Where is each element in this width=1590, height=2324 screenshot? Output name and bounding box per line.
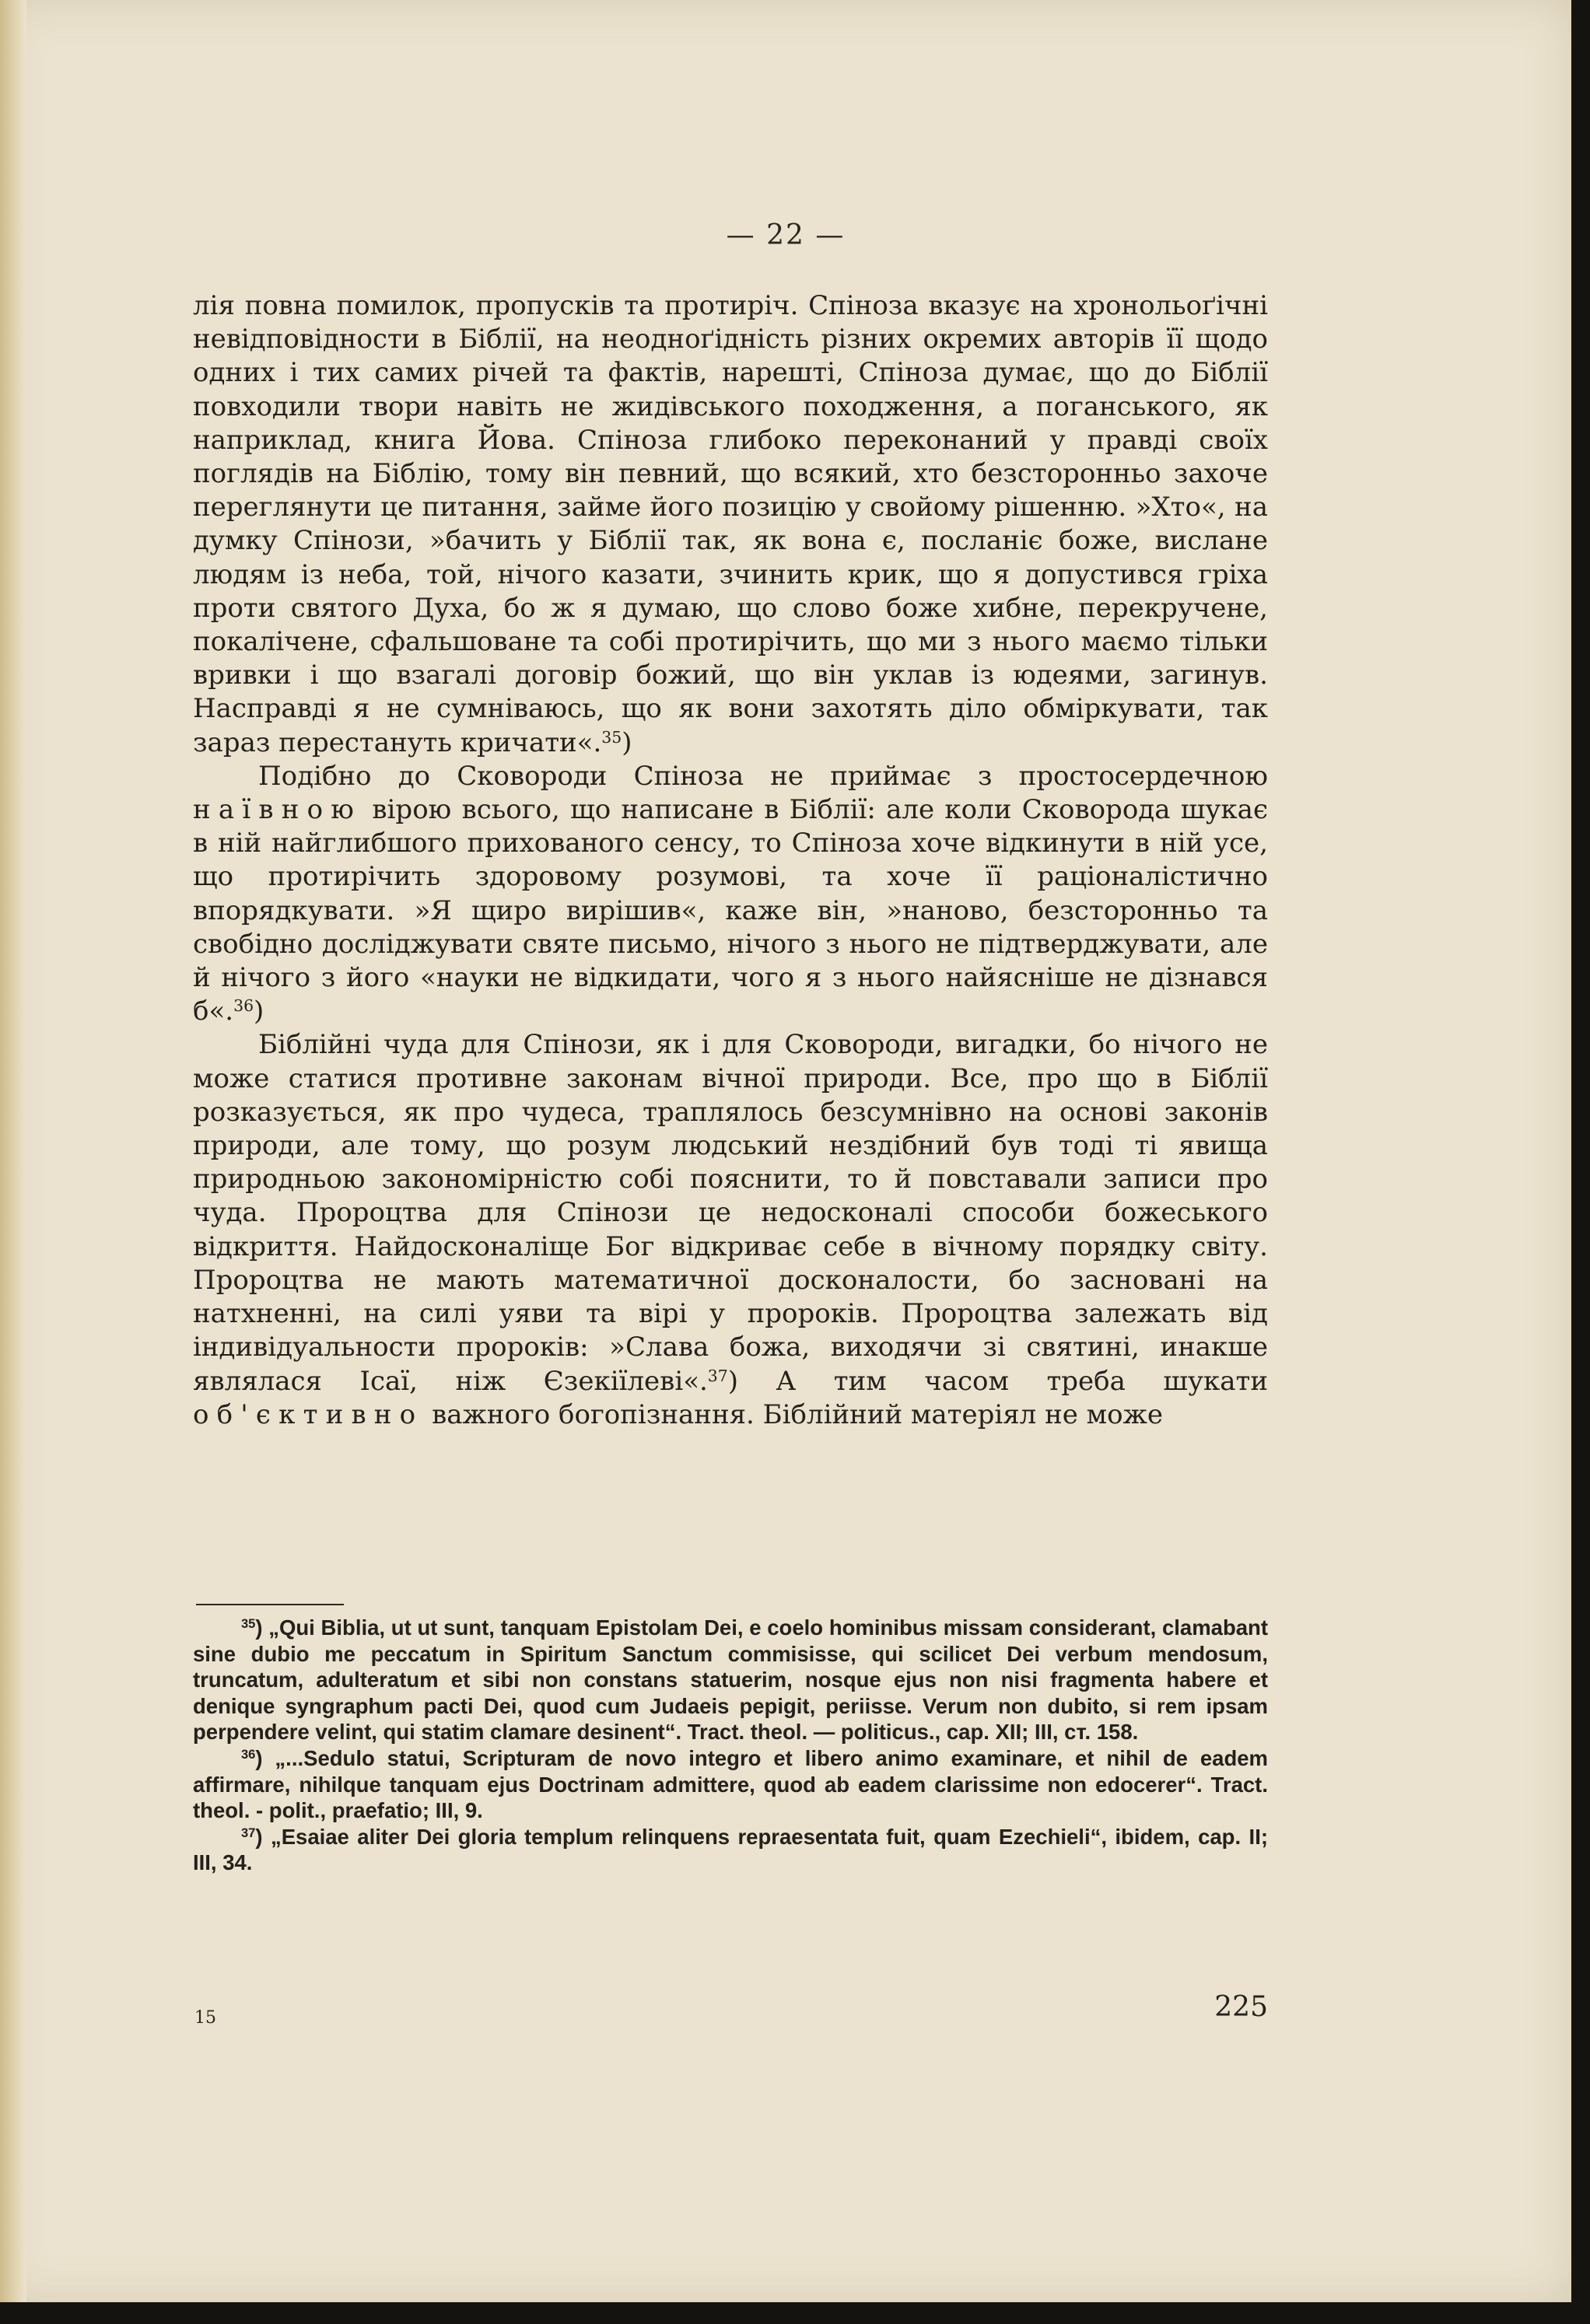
text-run: важного богопізнання. Біблійний матеріял не може <box>423 1398 1163 1430</box>
footnote-text: ) „Qui Biblia, ut ut sunt, tanquam Epistolam Dei, e coelo hominibus missam considerant, clamabant sine dubio me peccatum in Spiritum Sanctum commisisse, qui scilicet Dei verbum mendosum, truncatum, adulteratum et sibi non constans statuerim, nosque ejus non nisi fragmenta habere et denique syngraphum pacti Dei, quod cum Judaeis pepigit, periisse. Verum non dubito, si rem ipsam perpendere velint, qui statim clamare desinent“. Tract. theol. — politicus., cap. XII; III, ст. 158. <box>193 1615 1268 1745</box>
scan-edge-bottom <box>0 2302 1590 2324</box>
footnote-mark: 37 <box>241 1825 256 1840</box>
folio-number: 225 <box>1214 1991 1268 2023</box>
footnote <box>193 1824 1268 1876</box>
text-run: ) А тим часом треба шукати <box>727 1365 1268 1397</box>
text-run: ) <box>622 726 632 758</box>
body-paragraph <box>193 760 1268 1029</box>
footnote-reference: 36 <box>233 996 254 1016</box>
footnote-reference: 37 <box>707 1366 728 1385</box>
spaced-emphasis: наївною <box>193 794 362 826</box>
main-text <box>193 289 1268 1432</box>
page-spine-shadow <box>0 0 26 2302</box>
text-run: Біблійні чуда для Спінози, як і для Сковороди, вигадки, бо нічого не може статися противне законам вічної природи. Все, про що в Біблії розказується, як про чудеса, траплялось безсумнівно на основі законів природи, але тому, що розум людський нездібний був тоді ті явища природньою закономірністю собі пояснити, то й повставали записи про чуда. Пророцтва для Спінози це недосконалі способи божеського відкриття. Найдосконаліще Бог відкриває себе в вічному порядку світу. Пророцтва не мають математичної досконалости, бо засновані на натхненні, на силі уяви та вірі у пророків. Пророцтва залежать від індивідуальности пророків: »Слава божа, виходячи зі святині, инакше являлася Ісаї, ніж Єзекіїлеві«. <box>193 1029 1268 1397</box>
page-number-header: — 22 — <box>726 219 846 251</box>
spaced-emphasis: об'єктивно <box>193 1398 424 1430</box>
footnote-mark: 35 <box>241 1616 256 1631</box>
footnote-separator <box>196 1604 344 1605</box>
printer-signature-mark: 15 <box>194 2008 216 2028</box>
body-paragraph <box>193 1028 1268 1431</box>
footnote-text: ) „Esaiae aliter Dei gloria templum relinquens repraesentata fuit, quam Ezechieli“, ibidem, cap. II; III, 34. <box>193 1824 1268 1875</box>
footnote-mark: 36 <box>241 1747 256 1762</box>
text-run: Подібно до Сковороди Спіноза не приймає з простосердечною <box>258 760 1268 792</box>
footnote-reference: 35 <box>601 727 622 747</box>
scan-edge-right <box>1571 0 1590 2324</box>
body-paragraph <box>193 289 1268 760</box>
text-run: лія повна помилок, пропусків та протиріч. Спіноза вказує на хронольоґічні невідповідности в Біблії, на неодноґідність різних окремих авторів її щодо одних і тих самих річей та фактів, нарешті, Спіноза думає, що до Біблії повходили твори навіть не жидівського походження, а поганського, як наприклад, книга Йова. Спіноза глибоко переконаний у правді своїх поглядів на Біблію, тому він певний, що всякий, хто безсторонньо захоче переглянути це питання, займе його позицію у свойому рішенню. »Хто«, на думку Спінози, »бачить у Біблії так, як вона є, посланіє боже, вислане людям із неба, той, нічого казати, зчинить крик, що я допустився гріха проти святого Духа, бо ж я думаю, що слово боже хибне, перекручене, покалічене, сфальшоване та собі протирічить, що ми з нього маємо тільки вривки і що взагалі договір божий, що він уклав із юдеями, загинув. Насправді я не сумніваюсь, що як вони захотять діло обміркувати, так зараз перестануть кричати«. <box>193 290 1268 758</box>
footnote <box>193 1745 1268 1824</box>
text-run: вірою всього, що написане в Біблії: але коли Сковорода шукає в ній найглибшого прихованого сенсу, то Спіноза хоче відкинути в ній усе, що протирічить здоровому розумові, та хоче її раціоналістично впорядкувати. »Я щиро вирішив«, каже він, »наново, безсторонньо та свобідно досліджувати святе письмо, нічого з нього не підтверджувати, але й нічого з його «науки не відкидати, чого я з нього найясніше не дізнався б«. <box>193 794 1268 1027</box>
footnotes <box>193 1615 1268 1876</box>
text-run: ) <box>254 996 264 1027</box>
footnote <box>193 1615 1268 1745</box>
footnote-text: ) „...Sedulo statui, Scripturam de novo integro et libero animo examinare, et nihil de eadem affirmare, nihilque tanquam ejus Doctrinam admittere, quod ab eadem clarissime non edocerer“. Tract. theol. - polit., praefatio; III, 9. <box>193 1745 1268 1823</box>
